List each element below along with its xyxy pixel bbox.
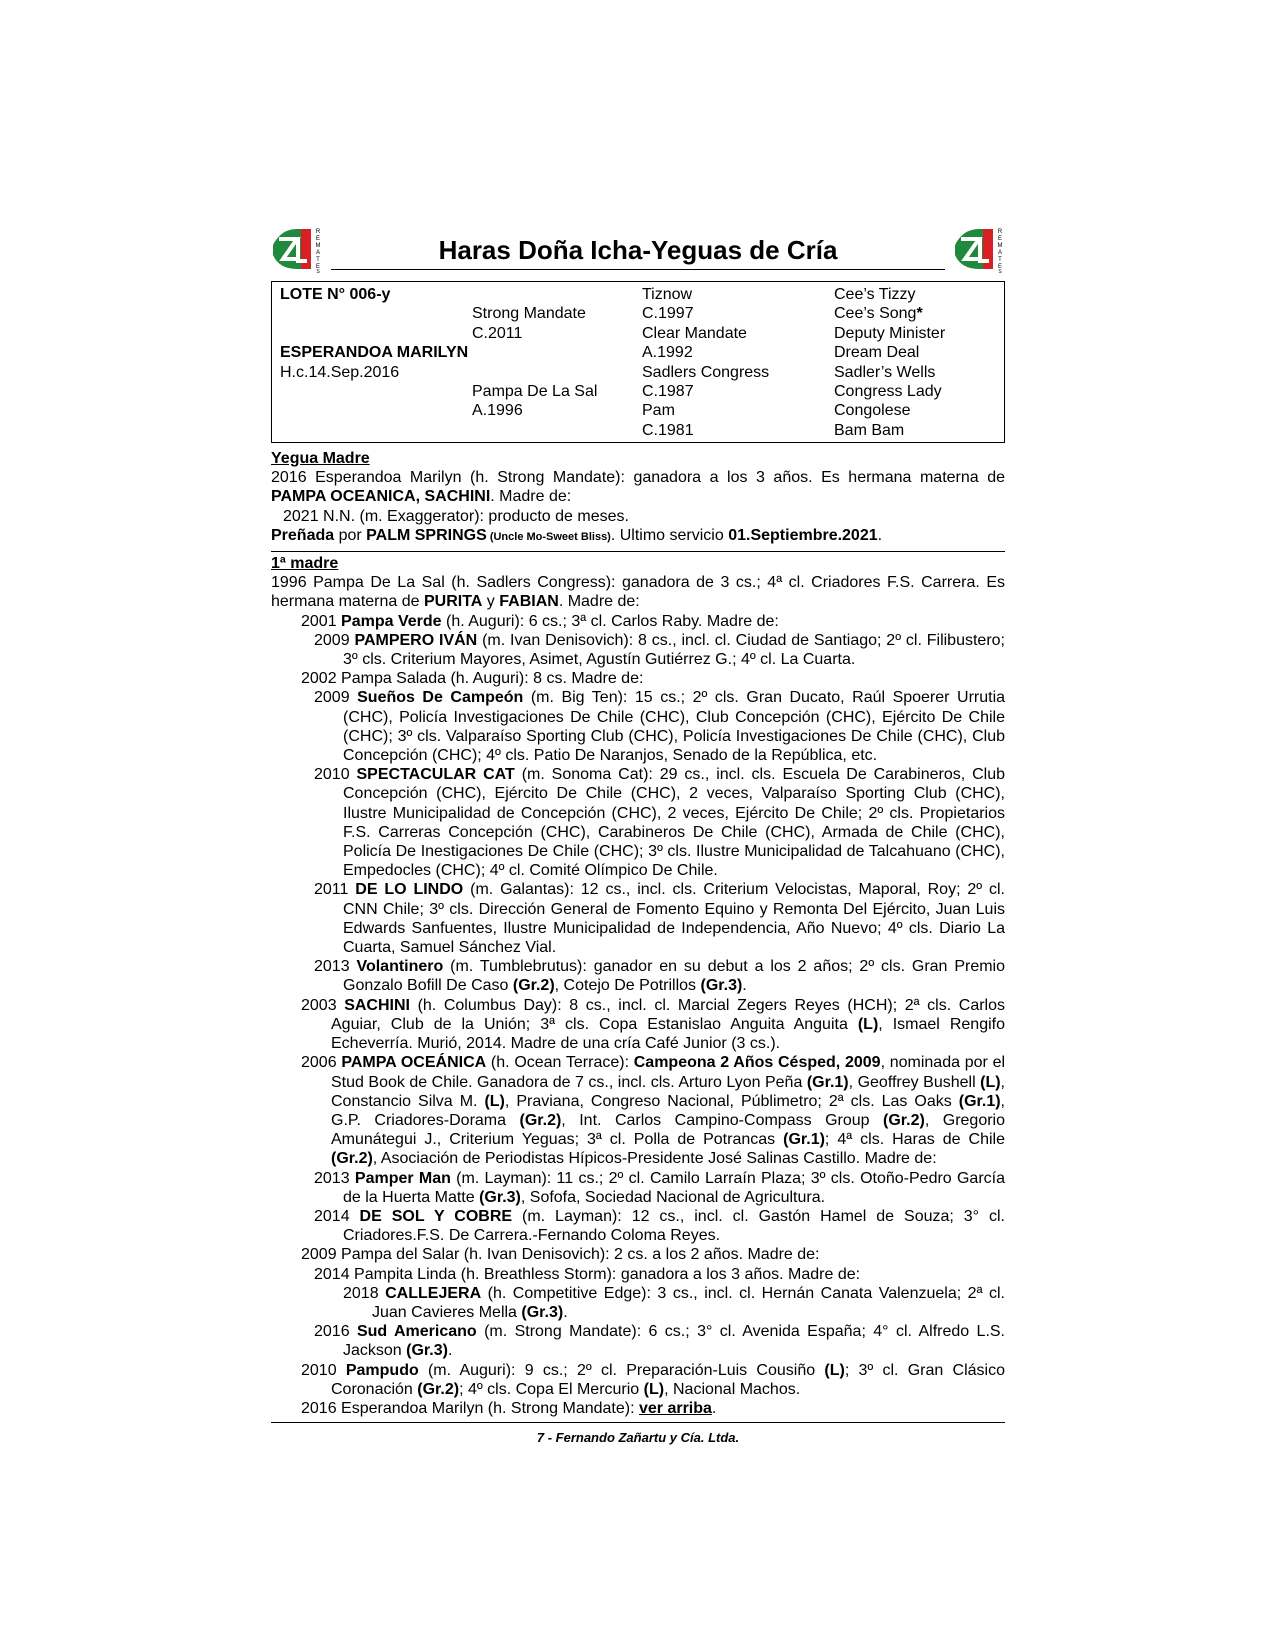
horse-dob: H.c.14.Sep.2016 (280, 363, 400, 381)
section-title: Yegua Madre (271, 450, 370, 467)
document-body (271, 449, 1005, 1447)
list-item: 2013 Pamper Man (m. Layman): 11 cs.; 2º cl. Camilo Larraín Plaza; 3º cls. Otoño-Pedro García de la Huerta Matte (Gr.3), Sofofa, Sociedad Nacional de Agricultura. (314, 1169, 1005, 1206)
grandparent: Clear Mandate (642, 324, 747, 342)
paragraph: 2016 Esperandoa Marilyn (h. Strong Mandate): ganadora a los 3 años. Es hermana materna de PAMPA OCEANICA, SACHINI. Madre de: (271, 469, 1005, 506)
pedigree-col-great-grandparents (834, 285, 945, 440)
grandparent-year: A.1992 (642, 344, 693, 362)
list-item: 2009 Sueños De Campeón (m. Big Ten): 15 cs.; 2º cls. Gran Ducato, Raúl Spoerer Urrutia (CHC), Policía Investigaciones De Chile (CHC), Club Concepción (CHC), Ejército De Chile (CHC); 3º cls. Valparaíso Sporting Club (CHC), Policía Investigaciones De Chile (CHC), Club Concepción (CHC); 4º cls. Patio De Naranjos, Senado de la República, etc. (314, 689, 1006, 765)
great-grandparent: Bam Bam (834, 421, 905, 439)
header (271, 225, 1005, 275)
great-grandparent: Dream Deal (834, 344, 920, 362)
paragraph: 1996 Pampa De La Sal (h. Sadlers Congress): ganadora de 3 cs.; 4ª cl. Criadores F.S. Carrera. Es hermana materna de PURITA y FABIAN. Madre de: (271, 574, 1005, 611)
svg-text:T: T (316, 257, 320, 263)
grandparent: Pam (642, 402, 675, 420)
section-yegua-madre (271, 449, 1005, 547)
list-item: 2014 DE SOL Y COBRE (m. Layman): 12 cs., incl. cl. Gastón Hamel de Souza; 3° cl. Criadores.F.S. De Carrera.-Fernando Coloma Reyes. (314, 1207, 1006, 1245)
list-item: 2016 Esperandoa Marilyn (h. Strong Mandate): ver arriba. (301, 1399, 717, 1417)
list-item: 2010 Pampudo (m. Auguri): 9 cs.; 2º cl. Preparación-Luis Cousiño (L); 3º cl. Gran Clásico Coronación (Gr.2); 4º cls. Copa El Mercurio (L), Nacional Machos. (301, 1361, 1006, 1398)
svg-text:E: E (997, 236, 1003, 242)
dam: Pampa De La Sal (472, 382, 598, 400)
star-mark: * (916, 305, 923, 323)
pedigree-col-grandparents (642, 285, 769, 440)
list-item: 2013 Volantinero (m. Tumblebrutus): ganador en su debut a los 2 años; 2º cls. Gran Premio Gonzalo Bofill De Caso (Gr.2), Cotejo De Potrillos (Gr.3). (314, 958, 1005, 995)
title-underline (331, 269, 945, 270)
great-grandparent: Cee’s Tizzy (834, 286, 916, 303)
great-grandparent: Deputy Minister (834, 324, 946, 342)
section-title: 1ª madre (271, 555, 339, 573)
dam-year: A.1996 (472, 402, 523, 420)
section-primera-madre (271, 554, 1005, 1418)
great-grandparent: Cee’s Song* (834, 305, 923, 323)
list-item: 2010 SPECTACULAR CAT (m. Sonoma Cat): 29 cs., incl. cls. Escuela De Carabineros, Club Concepción (CHC), Ejército De Chile (CHC), 2 veces, Valparaíso Sporting Club (CHC), Ilustre Municipalidad de Concepción (CHC), 2 veces, Ejército De Chile; 2º cls. Propietarios F.S. Carreras Concepción (CHC), Carabineros De Chile (CHC), Armada de Chile (CHC), Policía De Inestigaciones De Chile (CHC); 3º cls. Ilustre Municipalidad de Talcahuano (CHC), Empedocles (CHC); 4º cl. Comité Olímpico De Chile. (314, 766, 1006, 880)
list-item: 2009 Pampa del Salar (h. Ivan Denisovich): 2 cs. a los 2 años. Madre de: (301, 1246, 820, 1264)
svg-text:R: R (315, 229, 321, 235)
list-item: 2002 Pampa Salada (h. Auguri): 8 cs. Madre de: (301, 670, 644, 688)
list-item: 2018 CALLEJERA (h. Competitive Edge): 3 cs., incl. cl. Hernán Canata Valenzuela; 2ª cl. Juan Cavieres Mella (Gr.3). (343, 1284, 1005, 1321)
list-item: 2014 Pampita Linda (h. Breathless Storm): ganadora a los 3 años. Madre de: (314, 1265, 861, 1283)
svg-text:E: E (315, 236, 321, 242)
svg-text:E: E (315, 264, 321, 270)
document-page (271, 225, 1005, 1447)
grandparent-year: C.1981 (642, 421, 694, 439)
svg-text:E: E (997, 264, 1003, 270)
grandparent-year: C.1997 (642, 305, 694, 323)
page-title: Haras Doña Icha-Yeguas de Cría (438, 235, 838, 265)
horse-name: ESPERANDOA MARILYN (280, 344, 469, 362)
page-footer: 7 - Fernando Zañartu y Cía. Ltda. (536, 1430, 740, 1446)
zl-remates-logo (953, 225, 1005, 273)
pregnancy-note: Preñada por PALM SPRINGS (Uncle Mo-Sweet Bliss). Ultimo servicio 01.Septiembre.2021. (271, 526, 883, 544)
great-grandparent: Sadler’s Wells (834, 363, 936, 381)
pedigree-table (271, 281, 1005, 443)
svg-text:S: S (316, 269, 320, 273)
pedigree-col-parents (472, 285, 597, 421)
list-item: 2006 PAMPA OCEÁNICA (h. Ocean Terrace): Campeona 2 Años Césped, 2009, nominada por el Stud Book de Chile. Ganadora de 7 cs., incl. cls. Arturo Lyon Peña (Gr.1), Geoffrey Bushell (L), Constancio Silva M. (L), Praviana, Congreso Nacional, Públimetro; 2ª cls. Las Oaks (Gr.1), G.P. Criadores-Dorama (Gr.2), Int. Carlos Campino-Compass Group (Gr.2), Gregorio Amunátegui J., Criterium Yeguas; 3ª cl. Polla de Potrancas (Gr.1); 4ª cls. Haras de Chile (Gr.2), Asociación de Periodistas Hípicos-Presidente José Salinas Castillo. Madre de: (301, 1054, 1006, 1168)
svg-text:S: S (998, 269, 1002, 273)
svg-text:A: A (997, 250, 1003, 256)
ver-arriba-link[interactable]: ver arriba (638, 1399, 712, 1417)
grandparent: Tiznow (642, 286, 693, 303)
list-item: 2016 Sud Americano (m. Strong Mandate): 6 cs.; 3° cl. Avenida España; 4° cl. Alfredo L.S. Jackson (Gr.3). (314, 1323, 1006, 1360)
svg-text:M: M (315, 243, 321, 249)
paragraph: 2021 N.N. (m. Exaggerator): producto de meses. (283, 507, 629, 525)
svg-text:T: T (998, 257, 1002, 263)
svg-text:R: R (997, 229, 1003, 235)
sire-year: C.2011 (472, 324, 523, 342)
list-item: 2009 PAMPERO IVÁN (m. Ivan Denisovich): 8 cs., incl. cl. Ciudad de Santiago; 2º cl. Filibustero; 3º cls. Criterium Mayores, Asimet, Agustín Gutiérrez G.; 4º cl. La Cuarta. (314, 631, 1005, 669)
svg-text:A: A (315, 250, 321, 256)
list-item: 2011 DE LO LINDO (m. Galantas): 12 cs., incl. cls. Criterium Velocistas, Maporal, Roy; 2º cl. CNN Chile; 3º cls. Dirección General de Fomento Equino y Remonta Del Ejército, Juan Luis Edwards Sanfuentes, Ilustre Municipalidad de Independencia, Año Nuevo; 4º cls. Diario La Cuarta, Samuel Sánchez Vial. (314, 881, 1006, 957)
list-item: 2003 SACHINI (h. Columbus Day): 8 cs., incl. cl. Marcial Zegers Reyes (HCH); 2ª cls. Carlos Aguiar, Club de la Unión; 3ª cls. Copa Estanislao Anguita Anguita (L), Ismael Rengifo Echeverría. Murió, 2014. Madre de una cría Café Junior (3 cs.). (301, 996, 1006, 1053)
grandparent-year: C.1987 (642, 382, 694, 400)
divider (271, 551, 1005, 552)
grandparent: Sadlers Congress (642, 363, 770, 381)
great-grandparent: Congolese (834, 402, 911, 420)
great-grandparent: Congress Lady (834, 382, 942, 400)
list-item: 2001 Pampa Verde (h. Auguri): 6 cs.; 3ª cl. Carlos Raby. Madre de: (301, 612, 779, 630)
sire: Strong Mandate (472, 305, 586, 323)
svg-text:M: M (997, 243, 1003, 249)
pedigree-col-subject (280, 285, 468, 382)
lot-number: LOTE N° 006-y (280, 286, 391, 303)
footer-divider (271, 1422, 1005, 1423)
